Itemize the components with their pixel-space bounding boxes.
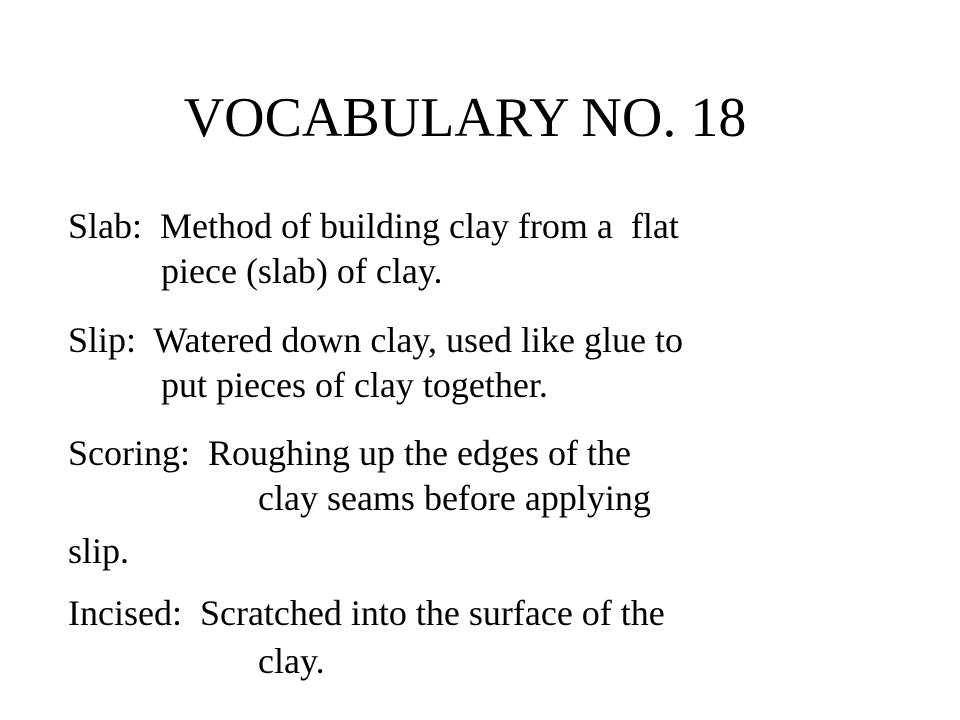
slide-title: VOCABULARY NO. 18 (183, 87, 747, 149)
definition-slab-line-1: Slab: Method of building clay from a flat (68, 206, 679, 246)
definition-incised-line-2: clay. (258, 641, 325, 681)
definition-slip-line-2: put pieces of clay together. (161, 365, 548, 405)
definition-scoring-line-3: slip. (68, 531, 130, 571)
definition-scoring-line-2: clay seams before applying (258, 478, 651, 518)
definition-incised-line-1: Incised: Scratched into the surface of the (68, 593, 665, 633)
definition-slab-line-2: piece (slab) of clay. (161, 251, 443, 291)
definition-slip-line-1: Slip: Watered down clay, used like glue to (68, 320, 683, 360)
definition-scoring-line-1: Scoring: Roughing up the edges of the (68, 433, 631, 473)
